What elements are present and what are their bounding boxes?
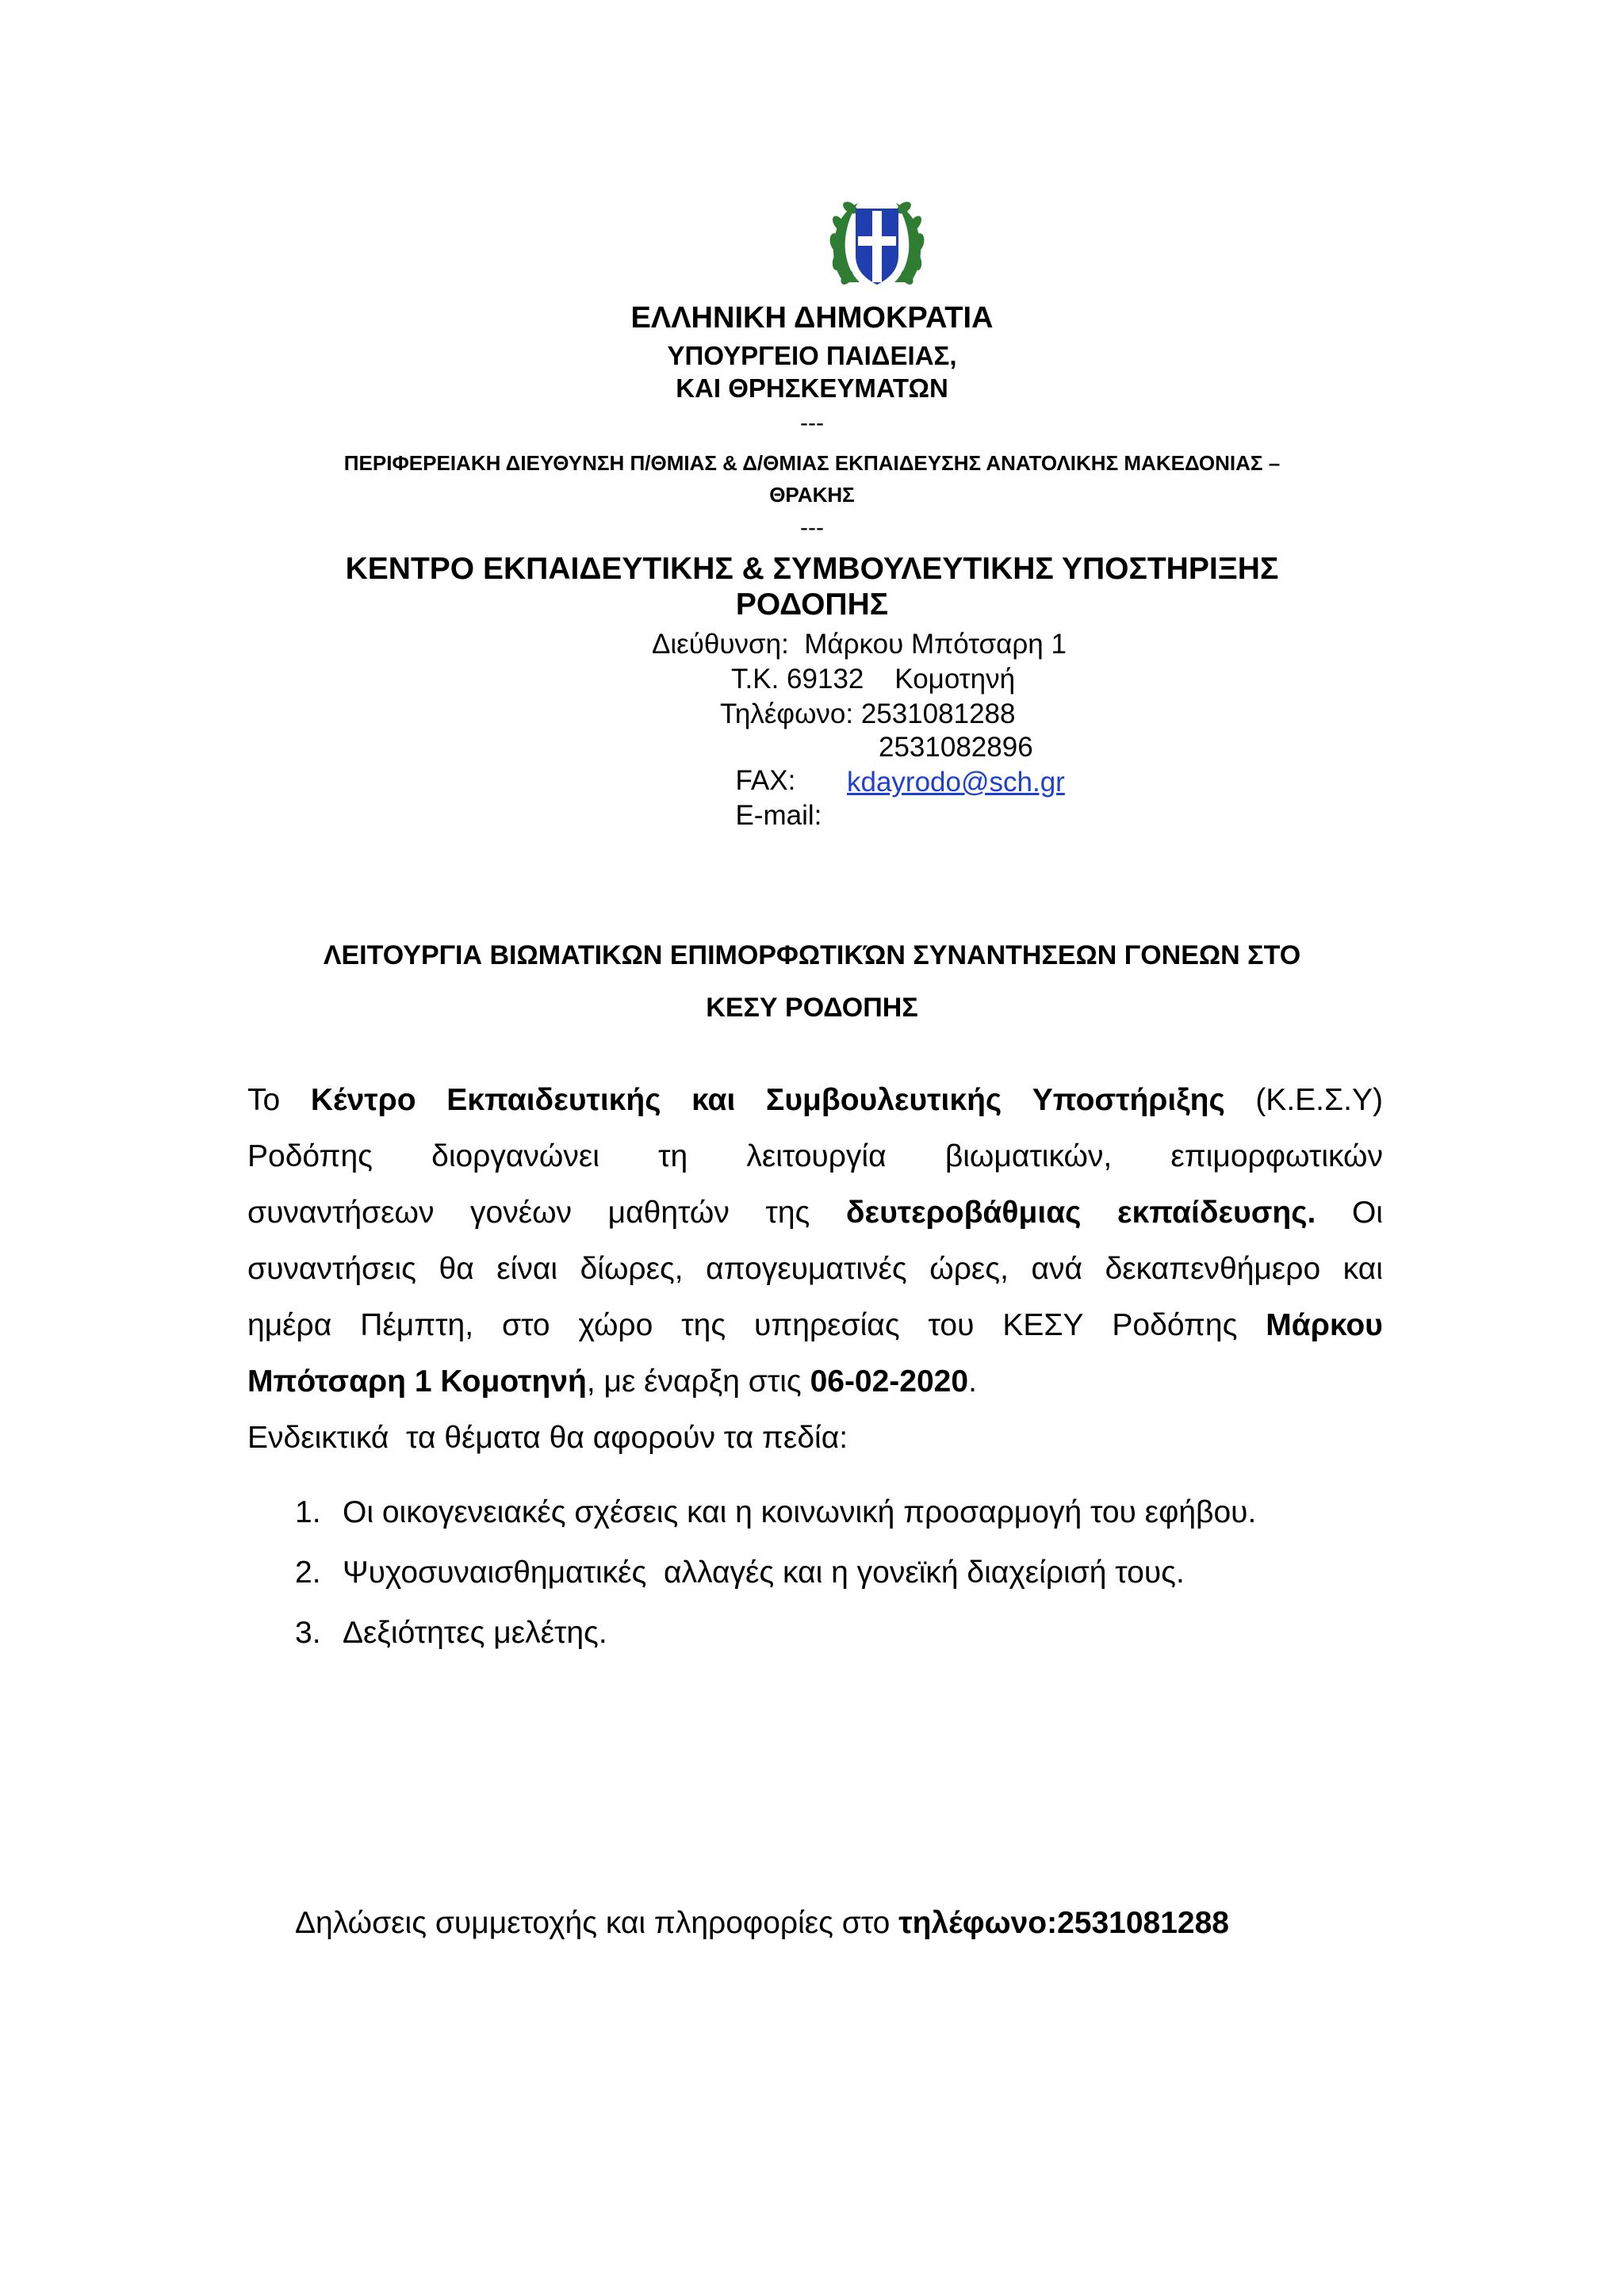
word: Συμβουλευτικής <box>765 1083 1002 1117</box>
kesy-heading-line-2: ΡΟΔΟΠΗΣ <box>735 587 889 622</box>
word: δίωρες, <box>580 1252 684 1286</box>
word: συναντήσεων <box>247 1196 435 1230</box>
phone: Τηλέφωνο: 2531081288 <box>720 698 1016 729</box>
list-text: Ψυχοσυναισθηματικές αλλαγές και η γονεϊκή διαχείρισή τους. <box>343 1556 1185 1590</box>
document-title-line-1: ΛΕΙΤΟΥΡΓΙΑ ΒΙΩΜΑΤΙΚΩΝ ΕΠΙΜΟΡΦΩΤΙΚΏΝ ΣΥΝΑΝΤΗΣΕΩΝ ΓΟΝΕΩΝ ΣΤΟ <box>323 940 1301 970</box>
separator-1: --- <box>800 410 824 436</box>
word: (Κ.Ε.Σ.Υ) <box>1255 1083 1383 1117</box>
body-paragraph <box>247 1072 1383 1466</box>
word: Κέντρο <box>310 1083 416 1117</box>
word: Το <box>247 1083 281 1117</box>
republic-heading: ΕΛΛΗΝΙΚΗ ΔΗΜΟΚΡΑΤΙΑ <box>630 301 994 335</box>
word: υπηρεσίας <box>754 1308 900 1342</box>
body-line-2 <box>247 1128 1383 1184</box>
word: Ροδόπης <box>1112 1308 1238 1342</box>
word: απογευματινές <box>706 1252 907 1286</box>
word: μαθητών <box>607 1196 730 1230</box>
word: ημέρα <box>247 1308 332 1342</box>
list-number: 1. <box>295 1495 321 1529</box>
fax-label: FAX: <box>735 765 796 796</box>
word: ΚΕΣΥ <box>1002 1308 1084 1342</box>
word: συναντήσεις <box>247 1252 416 1286</box>
word: της <box>765 1196 810 1230</box>
word: στο <box>502 1308 550 1342</box>
body-line-1 <box>247 1072 1383 1128</box>
list-text: Δεξιότητες μελέτης. <box>343 1616 607 1650</box>
word: του <box>928 1308 975 1342</box>
address: Διεύθυνση: Μάρκου Μπότσαρη 1 <box>652 629 1067 660</box>
email-row <box>720 766 1196 831</box>
word: χώρο <box>578 1308 653 1342</box>
regional-directorate-line-1: ΠΕΡΙΦΕΡΕΙΑΚΗ ΔΙΕΥΘΥΝΣΗ Π/ΘΜΙΑΣ & Δ/ΘΜΙΑΣ ΕΚΠΑΙΔΕΥΣΗΣ ΑΝΑΤΟΛΙΚΗΣ ΜΑΚΕΔΟΝΙΑΣ – <box>343 451 1281 475</box>
word: της <box>681 1308 726 1342</box>
word: και <box>691 1083 736 1117</box>
word: δεκαπενθήμερο <box>1105 1252 1321 1286</box>
start-text: , με έναρξη στις <box>586 1364 810 1399</box>
list-number: 3. <box>295 1616 321 1650</box>
word: Οι <box>1351 1196 1383 1230</box>
word: εκπαίδευσης. <box>1117 1196 1316 1230</box>
body-line-4 <box>247 1241 1383 1297</box>
body-line-3 <box>247 1184 1383 1241</box>
word: Πέμπτη, <box>360 1308 474 1342</box>
word: επιμορφωτικών <box>1170 1139 1383 1173</box>
word: λειτουργία <box>746 1139 887 1173</box>
start-date: 06-02-2020 <box>810 1364 969 1399</box>
word: Υποστήριξης <box>1032 1083 1225 1117</box>
postal-code-city: Τ.Κ. 69132 Κομοτηνή <box>731 664 1016 695</box>
word: Μάρκου <box>1266 1308 1383 1342</box>
word: είναι <box>496 1252 558 1286</box>
kesy-heading-line-1: ΚΕΝΤΡΟ ΕΚΠΑΙΔΕΥΤΙΚΗΣ & ΣΥΜΒΟΥΛΕΥΤΙΚΗΣ ΥΠΟΣΤΗΡΙΞΗΣ <box>345 552 1279 586</box>
participation-phone: τηλέφωνο:2531081288 <box>898 1906 1229 1940</box>
separator-2: --- <box>800 515 824 541</box>
body-line-6 <box>247 1353 1383 1410</box>
email-link[interactable]: kdayrodo@sch.gr <box>847 767 1065 798</box>
word: γονέων <box>470 1196 573 1230</box>
fax-number: 2531082896 <box>879 732 1033 763</box>
ministry-line-2: ΚΑΙ ΘΡΗΣΚΕΥΜΑΤΩΝ <box>676 373 948 403</box>
body-line-5 <box>247 1297 1383 1353</box>
word: Εκπαιδευτικής <box>446 1083 661 1117</box>
period: . <box>968 1364 977 1399</box>
regional-directorate-line-2: ΘΡΑΚΗΣ <box>769 483 855 507</box>
list-text: Οι οικογενειακές σχέσεις και η κοινωνική προσαρμογή του εφήβου. <box>343 1495 1257 1529</box>
word: διοργανώνει <box>431 1139 599 1173</box>
word: θα <box>439 1252 474 1286</box>
ministry-line-1: ΥΠΟΥΡΓΕΙΟ ΠΑΙΔΕΙΑΣ, <box>667 341 957 370</box>
word: Ροδόπης <box>247 1139 373 1173</box>
word: βιωματικών, <box>944 1139 1113 1173</box>
address-bold: Μπότσαρη 1 Κομοτηνή <box>247 1364 587 1399</box>
participation-text: Δηλώσεις συμμετοχής και πληροφορίες στο <box>295 1906 899 1940</box>
word: ώρες, <box>929 1252 1009 1286</box>
list-number: 2. <box>295 1556 321 1590</box>
word: και <box>1342 1252 1383 1286</box>
word: τη <box>658 1139 688 1173</box>
participation-info <box>295 1903 1229 1944</box>
document-title-line-2: ΚΕΣΥ ΡΟΔΟΠΗΣ <box>706 993 918 1023</box>
email-label: E-mail: <box>735 800 822 831</box>
word: δευτεροβάθμιας <box>845 1196 1082 1230</box>
body-line-7: Ενδεικτικά τα θέματα θα αφορούν τα πεδία: <box>247 1421 848 1455</box>
greek-coat-of-arms-emblem <box>828 195 926 292</box>
word: ανά <box>1031 1252 1083 1286</box>
